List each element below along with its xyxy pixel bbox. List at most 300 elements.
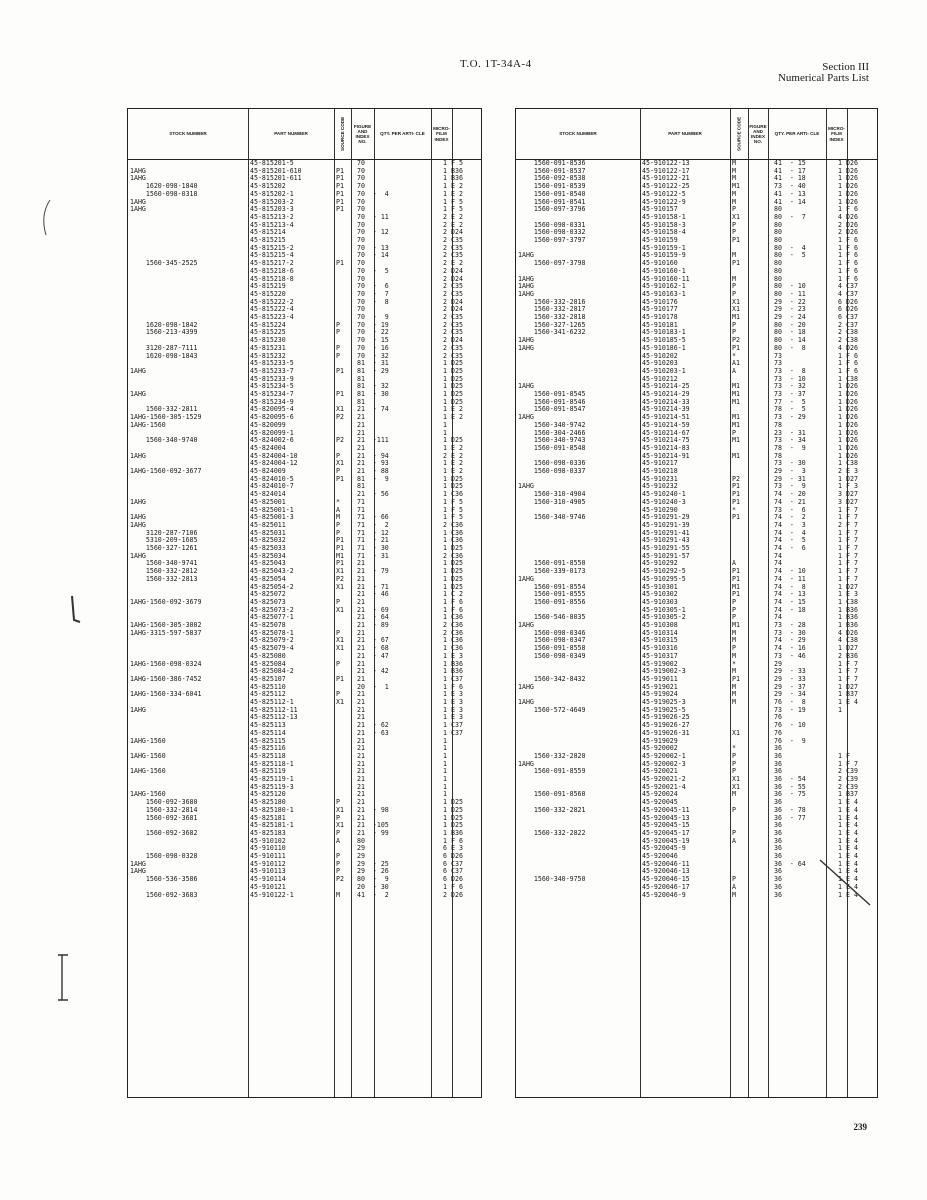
- source-code-cell: P: [732, 805, 736, 814]
- figure-index-cell: 74 - 5: [774, 536, 806, 545]
- figure-index-cell: 29 - 24: [774, 313, 806, 321]
- source-code-cell: *: [336, 497, 340, 506]
- quantity-cell: 1: [838, 474, 842, 483]
- figure-index-cell: 23 - 31: [774, 428, 806, 437]
- quantity-cell: 1: [838, 644, 842, 653]
- parts-table-left: [127, 108, 482, 1098]
- quantity-cell: 1: [838, 259, 842, 268]
- figure-index-cell: 80: [774, 259, 782, 268]
- column-header-part-number: PART NUMBER: [274, 131, 308, 137]
- figure-index-cell: 74 - 6: [774, 544, 806, 552]
- microfilm-index-cell: D26: [846, 297, 858, 306]
- figure-index-cell: 21: [357, 698, 365, 706]
- quantity-cell: 1: [838, 536, 842, 545]
- quantity-cell: 1: [443, 798, 447, 807]
- stock-number-cell: 1560-098-0349: [518, 651, 586, 660]
- figure-index-cell: 29 - 33: [774, 674, 806, 683]
- microfilm-index-cell: E 2: [451, 189, 463, 198]
- part-number-cell: 45-910291-41: [642, 528, 690, 537]
- microfilm-index-cell: E 4: [846, 875, 858, 884]
- microfilm-index-cell: F 7: [846, 667, 858, 676]
- part-number-cell: 45-910305-2: [642, 613, 686, 622]
- microfilm-index-cell: D26: [846, 212, 858, 221]
- quantity-cell: 1: [443, 166, 447, 175]
- part-number-cell: 45-825079-4: [250, 644, 294, 653]
- microfilm-index-cell: D25: [451, 366, 463, 375]
- source-code-cell: M: [732, 651, 736, 660]
- microfilm-index-cell: C39: [846, 782, 858, 791]
- stock-number-cell: 1560-342-8432: [518, 674, 586, 683]
- source-code-cell: P: [732, 875, 736, 884]
- source-code-cell: P1: [732, 236, 740, 244]
- figure-index-cell: 21 - 56: [357, 490, 389, 499]
- part-number-cell: 45-910214-91: [642, 451, 690, 460]
- figure-index-cell: 21 - 46: [357, 590, 389, 599]
- figure-index-cell: 74 - 2: [774, 513, 806, 522]
- figure-index-cell: 21 - 62: [357, 721, 389, 730]
- microfilm-index-cell: D25: [451, 397, 463, 406]
- source-code-cell: P: [732, 220, 736, 229]
- part-number-cell: 45-910113: [250, 867, 286, 876]
- stock-number-cell: 1560-213-4399: [130, 328, 198, 337]
- part-number-cell: 45-910303: [642, 597, 678, 606]
- part-number-cell: 45-919002: [642, 659, 678, 668]
- quantity-cell: 1: [443, 536, 447, 545]
- source-code-cell: P1: [336, 536, 344, 545]
- figure-index-cell: 21 -111: [357, 436, 389, 445]
- part-number-cell: 45-919024: [642, 690, 678, 699]
- figure-index-cell: 70 - 7: [357, 289, 389, 298]
- microfilm-index-cell: C35: [451, 343, 463, 352]
- source-code-cell: X1: [336, 582, 344, 591]
- microfilm-index-cell: D24: [451, 266, 463, 275]
- stock-number-cell: 1560-092-8538: [518, 174, 586, 183]
- part-number-cell: 45-815219: [250, 282, 286, 291]
- figure-index-cell: 70: [357, 305, 365, 314]
- figure-index-cell: 36: [774, 828, 782, 837]
- quantity-cell: 1: [838, 159, 842, 167]
- part-number-cell: 45-910185-5: [642, 336, 686, 345]
- part-number-cell: 45-910292: [642, 559, 678, 568]
- stock-number-cell: 1560-092-3683: [130, 890, 198, 899]
- source-code-cell: M: [732, 628, 736, 637]
- figure-index-cell: 76: [774, 728, 782, 737]
- quantity-cell: 1: [838, 544, 842, 552]
- source-code-cell: M: [732, 197, 736, 206]
- quantity-cell: 1: [443, 790, 447, 799]
- quantity-cell: 1: [443, 751, 447, 760]
- source-code-cell: P: [732, 828, 736, 837]
- quantity-cell: 1: [838, 251, 842, 260]
- quantity-cell: 1: [838, 266, 842, 275]
- figure-index-cell: 74: [774, 559, 782, 568]
- quantity-cell: 2: [443, 313, 447, 321]
- part-number-cell: 45-910214-25: [642, 382, 690, 391]
- microfilm-index-cell: E 2: [451, 443, 463, 452]
- source-code-cell: P: [336, 451, 340, 460]
- figure-index-cell: 80: [774, 205, 782, 214]
- figure-index-cell: 73 - 32: [774, 382, 806, 391]
- quantity-cell: 1: [838, 413, 842, 422]
- figure-index-cell: 81 - 31: [357, 359, 389, 368]
- figure-index-cell: 21: [357, 782, 365, 791]
- part-number-cell: 45-910214-33: [642, 397, 690, 406]
- part-number-cell: 45-910162-1: [642, 282, 686, 291]
- stock-number-cell: 1AHG: [130, 205, 146, 214]
- quantity-cell: 1: [443, 420, 447, 429]
- figure-index-cell: 80 - 4: [774, 243, 806, 252]
- part-number-cell: 45-910160-11: [642, 274, 690, 283]
- quantity-cell: 1: [443, 721, 447, 730]
- figure-index-cell: 80: [774, 220, 782, 229]
- figure-index-cell: 71: [357, 505, 365, 514]
- microfilm-index-cell: B36: [846, 651, 858, 660]
- quantity-cell: 1: [443, 174, 447, 183]
- part-number-cell: 45-825118: [250, 751, 286, 760]
- part-number-cell: 45-920045-11: [642, 805, 690, 814]
- microfilm-index-cell: F 5: [451, 159, 463, 167]
- part-number-cell: 45-919026-31: [642, 728, 690, 737]
- column-divider: [248, 109, 249, 1097]
- microfilm-index-cell: F 3: [846, 482, 858, 491]
- figure-index-cell: 73 - 29: [774, 413, 806, 422]
- quantity-cell: 1: [838, 821, 842, 830]
- quantity-cell: 1: [443, 590, 447, 599]
- section-subtitle: Numerical Parts List: [777, 72, 869, 84]
- quantity-cell: 1: [443, 821, 447, 830]
- quantity-cell: 1: [838, 852, 842, 860]
- microfilm-index-cell: E 4: [846, 836, 858, 845]
- figure-index-cell: 74 - 3: [774, 520, 806, 529]
- quantity-cell: 1: [838, 667, 842, 676]
- part-number-cell: 45-919026-25: [642, 713, 690, 722]
- quantity-cell: 1: [443, 374, 447, 383]
- figure-index-cell: 73: [774, 359, 782, 368]
- quantity-cell: 1: [838, 366, 842, 375]
- microfilm-index-cell: D26: [846, 428, 858, 437]
- quantity-cell: 1: [838, 382, 842, 391]
- section-label: Section III: [822, 61, 869, 73]
- microfilm-index-cell: F: [846, 751, 850, 760]
- quantity-cell: 1: [838, 397, 842, 406]
- microfilm-index-cell: F 6: [451, 836, 463, 845]
- microfilm-index-cell: D26: [846, 397, 858, 406]
- source-code-cell: P: [732, 428, 736, 437]
- part-number-cell: 45-825116: [250, 744, 286, 753]
- figure-index-cell: 21 - 93: [357, 459, 389, 468]
- quantity-cell: 2: [443, 890, 447, 899]
- microfilm-index-cell: F 6: [451, 597, 463, 606]
- microfilm-index-cell: B36: [451, 828, 463, 837]
- column-header-figure-index: FIGURE AND INDEX NO.: [353, 123, 372, 145]
- figure-index-cell: 21: [357, 674, 365, 683]
- part-number-cell: 45-825043-2: [250, 567, 294, 576]
- part-number-cell: 45-825011: [250, 520, 286, 529]
- source-code-cell: X1: [336, 698, 344, 706]
- quantity-cell: 1: [838, 790, 842, 799]
- quantity-cell: 4: [838, 282, 842, 291]
- margin-scribble-mark: [72, 596, 80, 622]
- quantity-cell: 1: [838, 459, 842, 468]
- quantity-cell: 1: [443, 651, 447, 660]
- part-number-cell: 45-910159-1: [642, 243, 686, 252]
- figure-index-cell: 36: [774, 890, 782, 899]
- stock-number-cell: 1560-091-8546: [518, 397, 586, 406]
- source-code-cell: P1: [336, 197, 344, 206]
- column-divider: [640, 109, 641, 1097]
- source-code-cell: P1: [336, 674, 344, 683]
- microfilm-index-cell: C37: [846, 289, 858, 298]
- figure-index-cell: 74 - 15: [774, 597, 806, 606]
- quantity-cell: 1: [443, 736, 447, 745]
- quantity-cell: 1: [443, 544, 447, 552]
- quantity-cell: 1: [838, 428, 842, 437]
- quantity-cell: 1: [838, 597, 842, 606]
- microfilm-index-cell: C35: [451, 289, 463, 298]
- quantity-cell: 1: [443, 828, 447, 837]
- quantity-cell: 1: [443, 467, 447, 475]
- part-number-cell: 45-815202-1: [250, 189, 294, 198]
- part-number-cell: 45-910122-21: [642, 174, 690, 183]
- quantity-cell: 1: [443, 775, 447, 783]
- microfilm-index-cell: C35: [451, 236, 463, 244]
- stock-number-cell: 1560-091-8556: [518, 597, 586, 606]
- quantity-cell: 1: [443, 436, 447, 445]
- part-number-cell: 45-910232: [642, 482, 678, 491]
- microfilm-index-cell: F 6: [846, 366, 858, 375]
- microfilm-index-cell: F 7: [846, 528, 858, 537]
- microfilm-index-cell: E 2: [451, 220, 463, 229]
- source-code-cell: M: [732, 274, 736, 283]
- quantity-cell: 1: [838, 505, 842, 514]
- figure-index-cell: 29 - 34: [774, 690, 806, 699]
- stock-number-cell: 1560-327-1265: [518, 320, 586, 329]
- stock-number-cell: 1AHG: [518, 282, 534, 291]
- part-number-cell: 45-919025-3: [642, 698, 686, 706]
- microfilm-index-cell: C38: [846, 328, 858, 337]
- part-number-cell: 45-825073: [250, 597, 286, 606]
- microfilm-index-cell: E 4: [846, 805, 858, 814]
- source-code-cell: X1: [732, 297, 740, 306]
- figure-index-cell: 74 - 4: [774, 528, 806, 537]
- part-number-cell: 45-824004-10: [250, 451, 298, 460]
- stock-number-cell: 1560-098-0332: [518, 228, 586, 237]
- stock-number-cell: 1560-340-9746: [518, 513, 586, 522]
- source-code-cell: M: [732, 790, 736, 799]
- source-code-cell: P1: [336, 174, 344, 183]
- microfilm-index-cell: E 3: [451, 705, 463, 714]
- stock-number-cell: 1AHG: [130, 859, 146, 868]
- source-code-cell: *: [732, 659, 736, 668]
- microfilm-index-cell: E 3: [451, 713, 463, 722]
- figure-index-cell: 21: [357, 775, 365, 783]
- part-number-cell: 45-815201-611: [250, 174, 302, 183]
- figure-index-cell: 74 - 13: [774, 590, 806, 599]
- quantity-cell: 1: [838, 875, 842, 884]
- microfilm-index-cell: C35: [451, 328, 463, 337]
- figure-index-cell: 70: [357, 274, 365, 283]
- part-number-cell: 45-910291-39: [642, 520, 690, 529]
- quantity-cell: 1: [838, 613, 842, 622]
- quantity-cell: 1: [838, 359, 842, 368]
- stock-number-cell: 1560-332-2814: [130, 805, 198, 814]
- figure-index-cell: 21: [357, 420, 365, 429]
- figure-index-cell: 71 - 30: [357, 544, 389, 552]
- microfilm-index-cell: C37: [451, 728, 463, 737]
- microfilm-index-cell: D24: [451, 336, 463, 345]
- figure-index-cell: 29 - 25: [357, 859, 389, 868]
- part-number-cell: 45-910291-43: [642, 536, 690, 545]
- quantity-cell: 1: [838, 374, 842, 383]
- part-number-cell: 45-910122-25: [642, 182, 690, 191]
- part-number-cell: 45-815233-9: [250, 374, 294, 383]
- part-number-cell: 45-815202: [250, 182, 286, 191]
- stock-number-cell: 1560-091-8536: [518, 159, 586, 167]
- microfilm-index-cell: D26: [846, 382, 858, 391]
- microfilm-index-cell: C36: [451, 636, 463, 645]
- figure-index-cell: 41 - 17: [774, 166, 806, 175]
- source-code-cell: M1: [732, 621, 740, 629]
- stock-number-cell: 1560-091-8541: [518, 197, 586, 206]
- figure-index-cell: 80: [774, 274, 782, 283]
- microfilm-index-cell: B36: [846, 621, 858, 629]
- quantity-cell: 1: [838, 205, 842, 214]
- part-number-cell: 45-910214-51: [642, 413, 690, 422]
- microfilm-index-cell: D26: [846, 159, 858, 167]
- figure-index-cell: 80: [774, 266, 782, 275]
- figure-index-cell: 29 - 31: [774, 474, 806, 483]
- quantity-cell: 1: [838, 274, 842, 283]
- microfilm-index-cell: F 7: [846, 544, 858, 552]
- microfilm-index-cell: F 6: [451, 605, 463, 614]
- figure-index-cell: 21: [357, 690, 365, 699]
- figure-index-cell: 21: [357, 597, 365, 606]
- stock-number-cell: 1560-091-8547: [518, 405, 586, 414]
- source-code-cell: A: [732, 836, 736, 845]
- part-number-cell: 45-815215-2: [250, 243, 294, 252]
- part-number-cell: 45-919021: [642, 682, 678, 691]
- microfilm-index-cell: D26: [846, 443, 858, 452]
- part-number-cell: 45-910160: [642, 259, 678, 268]
- part-number-cell: 45-815213-4: [250, 220, 294, 229]
- source-code-cell: P: [732, 320, 736, 329]
- figure-index-cell: 29 - 23: [774, 305, 806, 314]
- part-number-cell: 45-815233-7: [250, 366, 294, 375]
- figure-index-cell: 80 - 10: [774, 282, 806, 291]
- figure-index-cell: 36: [774, 852, 782, 860]
- part-number-cell: 45-910231: [642, 474, 678, 483]
- microfilm-index-cell: D24: [451, 228, 463, 237]
- quantity-cell: 1: [443, 674, 447, 683]
- figure-index-cell: 80 - 11: [774, 289, 806, 298]
- microfilm-index-cell: C36: [451, 621, 463, 629]
- quantity-cell: 2: [838, 328, 842, 337]
- source-code-cell: P1: [732, 497, 740, 506]
- figure-index-cell: 21: [357, 713, 365, 722]
- stock-number-cell: 1560-091-8545: [518, 390, 586, 398]
- quantity-cell: 6: [443, 867, 447, 876]
- figure-index-cell: 21: [357, 413, 365, 422]
- source-code-cell: P: [732, 751, 736, 760]
- figure-index-cell: 70 - 8: [357, 297, 389, 306]
- figure-index-cell: 73: [774, 351, 782, 360]
- part-number-cell: 45-815213-2: [250, 212, 294, 221]
- part-number-cell: 45-910122-5: [642, 189, 686, 198]
- microfilm-index-cell: B36: [846, 605, 858, 614]
- microfilm-index-cell: C 2: [451, 590, 463, 599]
- quantity-cell: 1: [443, 836, 447, 845]
- part-number-cell: 45-825084-2: [250, 667, 294, 676]
- stock-number-cell: 1560-572-4649: [518, 705, 586, 714]
- stock-number-cell: 1AHG-1560: [130, 751, 166, 760]
- source-code-cell: P2: [336, 875, 344, 884]
- figure-index-cell: 70 - 13: [357, 243, 389, 252]
- quantity-cell: 1: [443, 559, 447, 568]
- source-code-cell: P: [732, 205, 736, 214]
- part-number-cell: 45-815218-8: [250, 274, 294, 283]
- microfilm-index-cell: D27: [846, 582, 858, 591]
- microfilm-index-cell: C35: [451, 251, 463, 260]
- stock-number-cell: 1AHG: [130, 513, 146, 522]
- figure-index-cell: 71 - 21: [357, 536, 389, 545]
- figure-index-cell: 77 - 5: [774, 397, 806, 406]
- quantity-cell: 2: [838, 520, 842, 529]
- microfilm-index-cell: F 7: [846, 674, 858, 683]
- microfilm-index-cell: D26: [846, 197, 858, 206]
- source-code-cell: M1: [732, 397, 740, 406]
- microfilm-index-cell: D27: [846, 490, 858, 499]
- microfilm-index-cell: E 2: [451, 459, 463, 468]
- column-divider: [334, 109, 335, 1097]
- part-number-cell: 45-825080: [250, 651, 286, 660]
- stock-number-cell: 1AHG: [518, 759, 534, 768]
- source-code-cell: P: [732, 328, 736, 337]
- stock-number-cell: 1560-098-0337: [518, 467, 586, 475]
- part-number-cell: 45-910316: [642, 644, 678, 653]
- source-code-cell: M1: [732, 182, 740, 191]
- column-header-qty-per-article: QTY. PER ARTI- CLE: [380, 131, 425, 137]
- quantity-cell: 1: [443, 528, 447, 537]
- figure-index-cell: 81: [357, 374, 365, 383]
- part-number-cell: 45-910122-13: [642, 159, 690, 167]
- quantity-cell: 1: [838, 189, 842, 198]
- stock-number-cell: 1560-091-8548: [518, 443, 586, 452]
- part-number-cell: 45-920045-15: [642, 821, 690, 830]
- source-code-cell: P: [732, 767, 736, 776]
- part-number-cell: 45-824010-5: [250, 474, 294, 483]
- source-code-cell: X1: [732, 775, 740, 783]
- part-number-cell: 45-815232: [250, 351, 286, 360]
- microfilm-index-cell: D24: [451, 274, 463, 283]
- part-number-cell: 45-910315: [642, 636, 678, 645]
- stock-number-cell: 1AHG-3315-597-5837: [130, 628, 202, 637]
- margin-curve-mark: [44, 200, 50, 235]
- figure-index-cell: 80: [774, 236, 782, 244]
- microfilm-index-cell: B36: [846, 613, 858, 622]
- figure-index-cell: 29 - 37: [774, 682, 806, 691]
- quantity-cell: 1: [443, 197, 447, 206]
- quantity-cell: 1: [443, 366, 447, 375]
- microfilm-index-cell: E 2: [451, 413, 463, 422]
- microfilm-index-cell: D26: [846, 166, 858, 175]
- part-number-cell: 45-919029: [642, 736, 678, 745]
- quantity-cell: 2: [443, 228, 447, 237]
- stock-number-cell: 1560-091-8539: [518, 182, 586, 191]
- source-code-cell: P1: [732, 513, 740, 522]
- figure-index-cell: 36 - 55: [774, 782, 806, 791]
- source-code-cell: P1: [732, 590, 740, 599]
- stock-number-cell: 1560-092-3682: [130, 828, 198, 837]
